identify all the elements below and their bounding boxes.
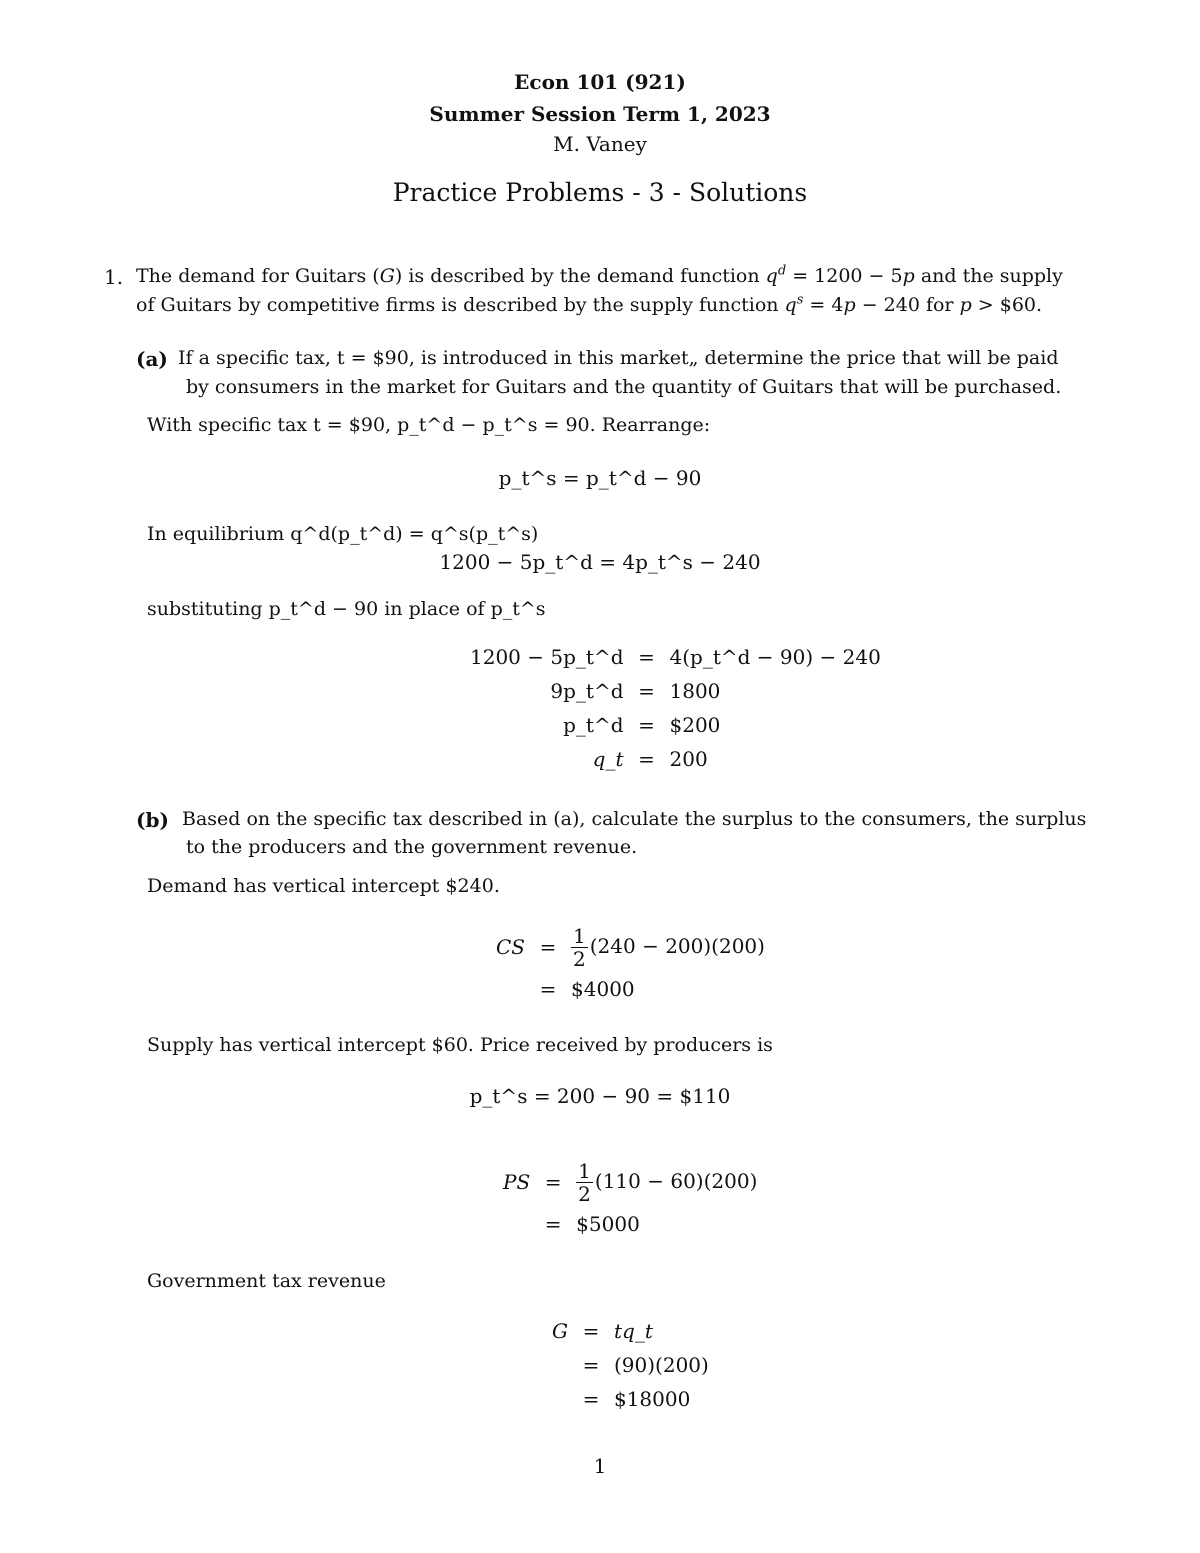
equation-row: q_t = 200: [592, 747, 708, 771]
equilibrium-equation: 1200 − 5p_t^d = 4p_t^s − 240: [439, 550, 761, 574]
equation-row: 9p_t^d = 1800: [550, 679, 721, 703]
course-title: Econ 101 (921): [514, 70, 686, 94]
substitution-note: substituting p_t^d − 90 in place of p_t^s: [147, 598, 546, 620]
government-revenue-label: Government tax revenue: [147, 1270, 386, 1292]
part-a-label: (a): [136, 347, 168, 371]
consumer-surplus-equations: CS = $\frac{1}{2}$ (240 − 200)(200) = $4000: [496, 923, 765, 1001]
with-tax-statement: With specific tax t = $90, p_t^d − p_t^s = 90. Rearrange:: [147, 414, 711, 436]
rearranged-equation: p_t^s = p_t^d − 90: [498, 466, 702, 490]
part-a-prompt-line1: If a specific tax, t = $90, is introduced in this market„ determine the price that will be paid: [178, 347, 1059, 369]
instructor-name: M. Vaney: [553, 132, 647, 156]
supply-intercept-note: Supply has vertical intercept $60. Price received by producers is: [147, 1034, 773, 1056]
document-title: Practice Problems - 3 - Solutions: [392, 178, 808, 207]
part-b-label: (b): [136, 808, 169, 832]
part-b-prompt-line2: to the producers and the government revenue.: [186, 836, 638, 858]
equilibrium-condition: In equilibrium q^d(p_t^d) = q^s(p_t^s): [147, 523, 539, 545]
page-number: 1: [593, 1454, 607, 1478]
producer-price-equation: p_t^s = 200 − 90 = $110: [469, 1084, 731, 1108]
equation-row: p_t^d = $200: [563, 713, 721, 737]
equation-row: 1200 − 5p_t^d = 4(p_t^d − 90) − 240: [470, 645, 881, 669]
part-a-prompt-line2: by consumers in the market for Guitars and the quantity of Guitars that will be purchased.: [186, 376, 1062, 398]
one-half-fraction: $\frac{1}{2}$: [573, 923, 586, 971]
question-number: 1.: [104, 265, 124, 289]
demand-intercept-note: Demand has vertical intercept $240.: [147, 875, 500, 897]
one-half-fraction: $\frac{1}{2}$: [578, 1158, 591, 1206]
question-text-line1: The demand for Guitars (G) is described by the demand function $q^d = 1200 - 5p$ and the supply: [136, 263, 1063, 287]
producer-surplus-equations: PS = $\frac{1}{2}$ (110 − 60)(200) = $5000: [503, 1158, 758, 1236]
government-revenue-equations: G = tq_t = (90)(200) = $18000: [552, 1319, 709, 1411]
term-title: Summer Session Term 1, 2023: [429, 102, 771, 126]
question-text-line2: of Guitars by competitive firms is described by the supply function $q^s = 4p - 240$ for p > $60.: [136, 292, 1043, 316]
part-b-prompt-line1: Based on the specific tax described in (a), calculate the surplus to the consumers, the surplus: [182, 808, 1087, 830]
solution-equations: [470, 640, 881, 776]
